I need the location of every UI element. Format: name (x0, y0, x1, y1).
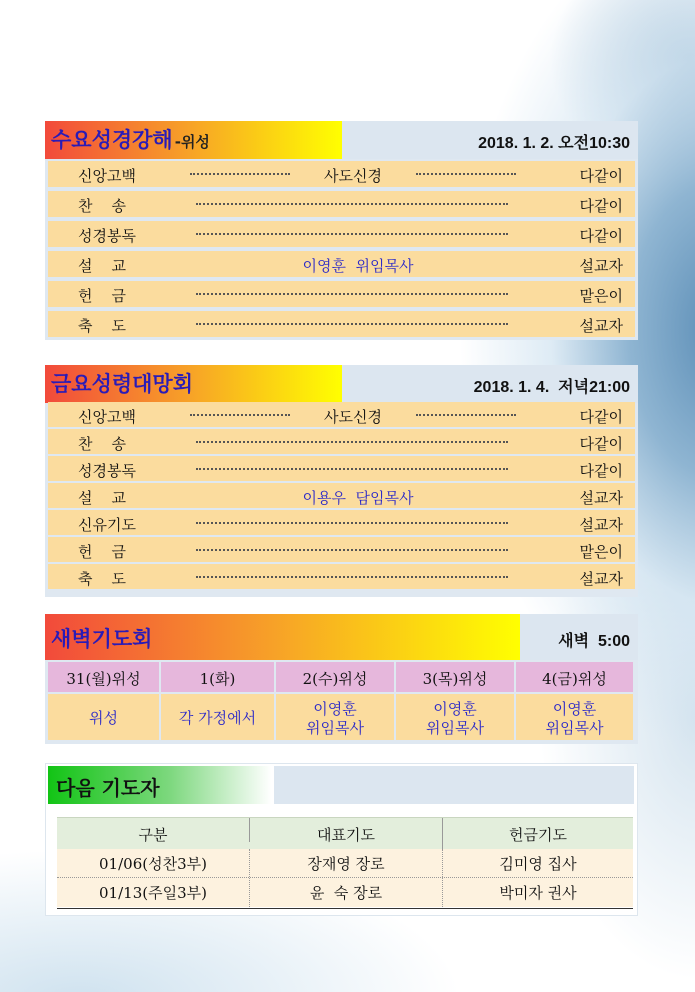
row-right: 맡은이 (579, 287, 623, 305)
dotted-leader (196, 323, 508, 325)
row-label: 성경봉독 (78, 227, 136, 245)
row-date: 01/06(성찬3부) (57, 849, 250, 877)
leader-text: 각 가정에서 (178, 709, 257, 727)
dotted-leader (190, 414, 290, 416)
dotted-leader (190, 173, 290, 175)
next-prayer-title: 다음 기도자 (56, 776, 160, 800)
leader-title: 위임목사 (426, 719, 484, 737)
row-right: 맡은이 (579, 543, 623, 561)
wednesday-title: 수요성경강해 -위성 (51, 128, 210, 152)
row-right: 다같이 (579, 462, 623, 480)
row-offering-prayer: 박미자 권사 (499, 884, 577, 902)
wednesday-row (48, 221, 635, 247)
prayer-table (57, 817, 633, 909)
dawn-day: 1(화) (161, 662, 274, 692)
dawn-time: 새벽 5:00 (558, 633, 630, 650)
row-middle: 사도신경 (324, 408, 382, 426)
friday-row (48, 483, 635, 508)
row-label: 찬 송 (78, 435, 127, 453)
row-label: 축 도 (78, 317, 127, 335)
friday-header (45, 365, 638, 403)
friday-row (48, 564, 635, 589)
row-label: 헌 금 (78, 287, 127, 305)
wednesday-row (48, 161, 635, 187)
dawn-day: 4(금)위성 (516, 662, 633, 692)
dotted-leader (196, 441, 508, 443)
row-right: 설교자 (579, 516, 623, 534)
dawn-leader (48, 694, 159, 740)
dawn-header (45, 614, 638, 660)
row-right: 설교자 (579, 489, 623, 507)
dawn-day: 3(목)위성 (396, 662, 514, 692)
row-middle: 사도신경 (324, 167, 382, 185)
table-row (57, 878, 633, 907)
sermon-preacher: 이용우 담임목사 (302, 489, 414, 507)
row-date: 01/13(주일3부) (57, 878, 250, 907)
dotted-leader (196, 468, 508, 470)
leader-name: 이영훈 (433, 700, 477, 718)
prayer-table-header (57, 817, 633, 849)
row-label: 축 도 (78, 570, 127, 588)
row-right: 다같이 (579, 408, 623, 426)
wednesday-row (48, 311, 635, 337)
wednesday-row (48, 281, 635, 307)
friday-row (48, 537, 635, 562)
row-main-prayer: 윤 숙 장로 (250, 878, 443, 907)
friday-row (48, 456, 635, 481)
wednesday-section (45, 121, 638, 340)
table-row (57, 849, 633, 878)
row-right: 설교자 (579, 317, 623, 335)
dotted-leader (196, 203, 508, 205)
col-header: 대표기도 (250, 818, 443, 849)
row-label: 헌 금 (78, 543, 127, 561)
col-header: 구분 (57, 818, 250, 842)
leader-name: 이영훈 (313, 700, 357, 718)
row-label: 신앙고백 (78, 167, 136, 185)
dotted-leader (196, 522, 508, 524)
next-prayer-header (46, 764, 637, 805)
dawn-leader (276, 694, 394, 740)
dotted-leader (196, 549, 508, 551)
row-label: 신앙고백 (78, 408, 136, 426)
friday-date: 2018. 1. 4. 저녁21:00 (473, 379, 630, 396)
dotted-leader (196, 233, 508, 235)
dotted-leader (196, 576, 508, 578)
friday-row (48, 510, 635, 535)
dotted-leader (416, 414, 516, 416)
wednesday-row (48, 251, 635, 277)
row-right: 설교자 (579, 257, 623, 275)
row-label: 설 교 (78, 489, 127, 507)
friday-section (45, 365, 638, 597)
next-prayer-section (45, 763, 638, 916)
row-main-prayer: 장재영 장로 (250, 849, 443, 877)
dotted-leader (416, 173, 516, 175)
friday-row (48, 429, 635, 454)
row-label: 찬 송 (78, 197, 127, 215)
row-label: 성경봉독 (78, 462, 136, 480)
wednesday-date: 2018. 1. 2. 오전10:30 (478, 135, 630, 152)
row-offering-prayer: 김미영 집사 (499, 855, 577, 873)
dawn-leader (396, 694, 514, 740)
wednesday-row (48, 191, 635, 217)
next-prayer-empty-box (274, 766, 634, 804)
leader-text: 위성 (89, 709, 118, 727)
wednesday-subtitle: -위성 (174, 133, 210, 151)
dawn-leader (161, 694, 274, 740)
col-header: 헌금기도 (509, 826, 567, 844)
friday-row (48, 402, 635, 427)
row-right: 다같이 (579, 227, 623, 245)
dawn-leader (516, 694, 633, 740)
row-right: 다같이 (579, 197, 623, 215)
row-label: 신유기도 (78, 516, 136, 534)
row-right: 다같이 (579, 167, 623, 185)
row-right: 다같이 (579, 435, 623, 453)
row-right: 설교자 (579, 570, 623, 588)
friday-title: 금요성령대망회 (51, 372, 194, 396)
leader-name: 이영훈 (552, 700, 597, 718)
leader-title: 위임목사 (545, 719, 604, 737)
dawn-section (45, 614, 638, 744)
dawn-day: 2(수)위성 (276, 662, 394, 692)
dawn-title: 새벽기도회 (51, 627, 153, 651)
wednesday-header (45, 121, 638, 159)
dotted-leader (196, 293, 508, 295)
dawn-day: 31(월)위성 (48, 662, 159, 692)
row-label: 설 교 (78, 257, 127, 275)
sermon-preacher: 이영훈 위임목사 (302, 257, 414, 275)
leader-title: 위임목사 (306, 719, 364, 737)
